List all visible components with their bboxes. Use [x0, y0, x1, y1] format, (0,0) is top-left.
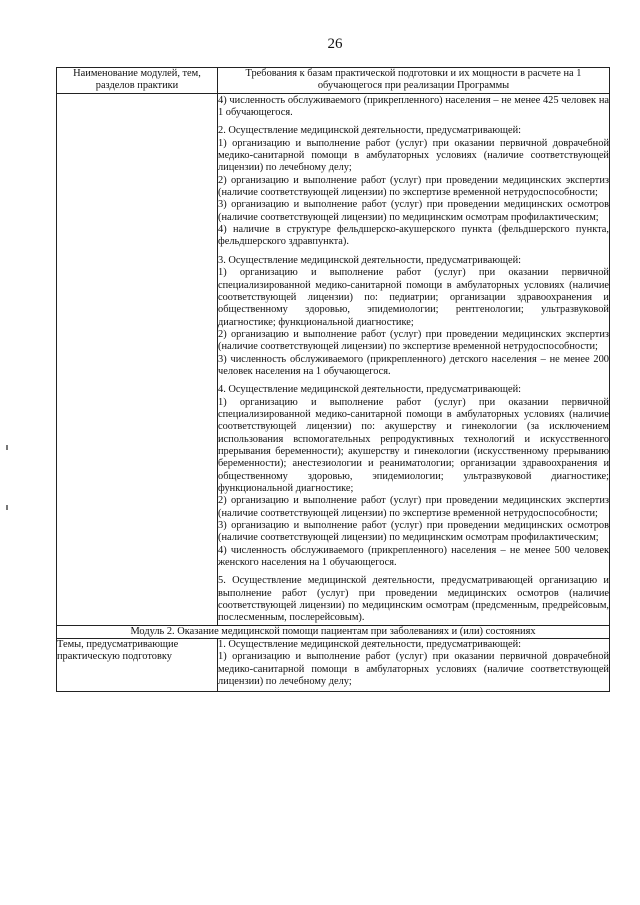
- requirement-block-2: [218, 125, 609, 248]
- requirement-block-5: [218, 575, 609, 624]
- requirements-cell: [218, 639, 610, 691]
- requirement-line: 4. Осуществление медицинской деятельности, предусматривающей:: [218, 384, 522, 396]
- requirement-line: 4) численность обслуживаемого (прикрепленного) населения – не менее 425 человек на 1 обучающегося.: [218, 94, 609, 119]
- requirement-block-1: [218, 95, 609, 120]
- header-requirements: Требования к базам практической подготовки и их мощности в расчете на 1 обучающегося при реализации Программы: [218, 68, 610, 94]
- table-row: [57, 639, 610, 691]
- requirement-line: 1. Осуществление медицинской деятельности, предусматривающей:: [218, 639, 522, 651]
- requirement-line: 1) организацию и выполнение работ (услуг) при оказании первичной доврачебной медико-санитарной помощи в амбулаторных условиях (наличие соответствующей лицензии) по лечебному делу;: [218, 137, 609, 174]
- module-title: Модуль 2. Оказание медицинской помощи пациентам при заболеваниях и (или) состояниях: [57, 625, 610, 638]
- table-row: [57, 93, 610, 625]
- requirement-line: 1) организацию и выполнение работ (услуг) при оказании первичной специализированной медико-санитарной помощи в амбулаторных условиях (наличие соответствующей лицензии) по: педиатрии; организации здравоохранения и общественному здоровью, эпидемиологии; рентгенологии; ультразвуковой диагностике; функциональной диагностике;: [218, 267, 609, 328]
- requirement-line: 3) организацию и выполнение работ (услуг) при проведении медицинских осмотров (наличие соответствующей лицензии) по медицинским осмотрам профилактическим;: [218, 199, 609, 223]
- module-row: [57, 625, 610, 638]
- requirement-line: 2) организацию и выполнение работ (услуг) при проведении медицинских экспертиз (наличие соответствующей лицензии) по экспертизе временной нетрудоспособности;: [218, 495, 609, 519]
- page-number: 26: [327, 36, 343, 52]
- scan-mark: [6, 505, 8, 510]
- requirements-cell: [218, 93, 610, 625]
- requirement-block-3: [218, 255, 609, 378]
- requirement-line: 2) организацию и выполнение работ (услуг) при проведении медицинских экспертиз (наличие соответствующей лицензии) по экспертизе временной нетрудоспособности;: [218, 328, 609, 353]
- requirement-line: 3) численность обслуживаемого (прикрепленного) детского населения – не менее 200 человек населения на 1 обучающегося.: [218, 353, 609, 377]
- requirement-block-4: [218, 384, 609, 569]
- requirement-line: 3) организацию и выполнение работ (услуг) при проведении медицинских осмотров (наличие соответствующей лицензии) по медицинским осмотрам профилактическим;: [218, 520, 609, 544]
- table-header-row: [57, 68, 610, 94]
- requirement-line: 4) наличие в структуре фельдшерско-акушерского пункта (фельдшерского пункта, фельдшерского здравпункта).: [218, 224, 609, 248]
- scan-mark: [6, 445, 8, 450]
- requirement-line: 2) организацию и выполнение работ (услуг) при проведении медицинских экспертиз (наличие соответствующей лицензии) по экспертизе временной нетрудоспособности;: [218, 174, 609, 199]
- empty-cell: [57, 93, 218, 625]
- requirement-line: 3. Осуществление медицинской деятельности, предусматривающей:: [218, 254, 522, 266]
- requirement-line: 4) численность обслуживаемого (прикрепленного) населения – не менее 500 человек женского населения на 1 обучающегося.: [218, 544, 609, 569]
- requirement-line: 2. Осуществление медицинской деятельности, предусматривающей:: [218, 125, 522, 137]
- requirement-block-6: [218, 639, 609, 688]
- requirement-line: 1) организацию и выполнение работ (услуг) при оказании первичной специализированной медико-санитарной помощи в амбулаторных условиях (наличие соответствующей лицензии) по: акушерству и гинекологии (за исключением использования вспомогательных репродуктивных технологий и искусственного прерывания беременности); акушерству и гинекологии (искусственному прерыванию беременности); анестезиологии и реаниматологии; организации здравоохранения и общественному здоровью, эпидемиологии; ультразвуковой диагностике; функциональной диагностике;: [218, 396, 609, 494]
- requirements-table: [56, 67, 610, 692]
- requirement-line: 1) организацию и выполнение работ (услуг) при оказании первичной доврачебной медико-санитарной помощи в амбулаторных условиях (наличие соответствующей лицензии) по лечебному делу;: [218, 651, 609, 688]
- header-modules: Наименование модулей, тем, разделов практики: [57, 68, 218, 94]
- requirement-line: 5. Осуществление медицинской деятельности, предусматривающей организацию и выполнение работ (услуг) при проведении медицинских осмотров (наличие соответствующей лицензии) по медицинским осмотрам (предсменным, предрейсовым, послесменным, послерейсовым).: [218, 575, 609, 624]
- topics-cell: Темы, предусматривающие практическую подготовку: [57, 639, 218, 691]
